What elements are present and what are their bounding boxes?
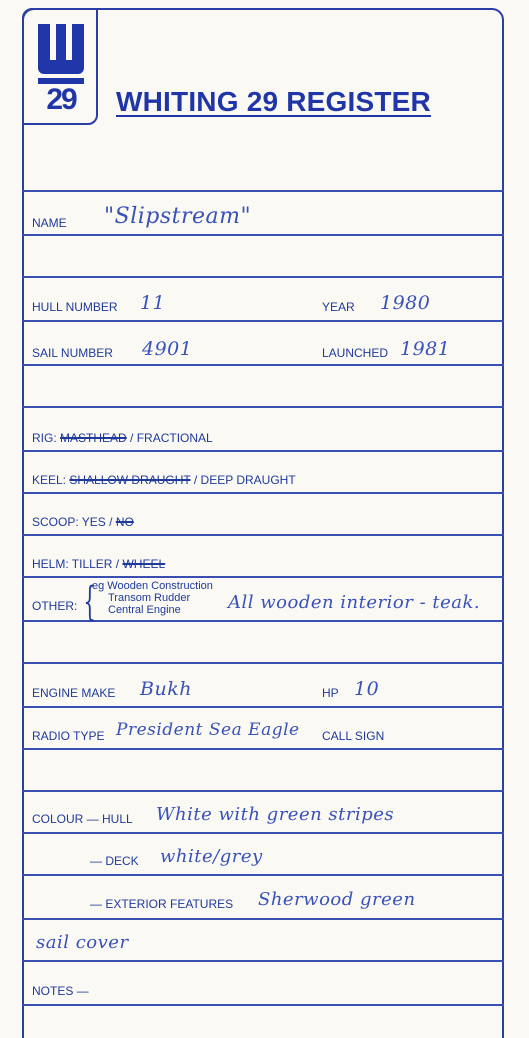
scoop-label: SCOOP: YES / [32,515,113,529]
notes-label: NOTES — [32,984,89,998]
hull-number-label: HULL NUMBER [32,300,118,314]
year-label: YEAR [322,300,355,314]
form-rule [22,534,504,536]
colour-hull-label: COLOUR — HULL [32,812,133,826]
form-rule [22,576,504,578]
rig-row [32,431,213,445]
form-rule [22,364,504,366]
keel-label: KEEL: [32,473,67,487]
other-example-item: Transom Rudder [108,592,191,604]
hp-value: 10 [354,678,380,700]
hp-label: HP [322,686,339,700]
rig-label: RIG: [32,431,57,445]
launched-value: 1981 [400,338,451,360]
form-rule [22,790,504,792]
scoop-row [32,515,134,529]
brace-glyph: { [83,579,97,625]
call-sign-label: CALL SIGN [322,729,385,743]
keel-row [32,473,296,487]
form-rule [22,832,504,834]
form-rule [22,874,504,876]
colour-deck-label: — DECK [90,854,139,868]
other-example-item: eg Wooden Construction [92,580,213,592]
form-rule [22,320,504,322]
colour-hull-value: White with green stripes [156,804,395,825]
sail-number-value: 4901 [142,338,193,360]
hull-number-value: 11 [140,292,166,314]
form-rule [22,748,504,750]
other-examples [92,580,213,616]
form-rule [22,918,504,920]
engine-make-label: ENGINE MAKE [32,686,116,700]
form-rule [22,492,504,494]
page-title: WHITING 29 REGISTER [116,86,431,117]
form-rule [22,450,504,452]
form-rule [22,662,504,664]
helm-struck-option: WHEEL [122,557,166,571]
helm-label: HELM: TILLER / [32,557,120,571]
colour-deck-value: white/grey [160,846,263,867]
other-label: OTHER: [32,599,78,613]
keel-struck-option: SHALLOW DRAUGHT [69,473,191,487]
form-rule [22,960,504,962]
keel-selected-option: / DEEP DRAUGHT [193,473,296,487]
whiting-29-logo [22,8,98,125]
scoop-struck-option: NO [115,515,134,529]
form-rule [22,1004,504,1006]
colour-exterior-label: — EXTERIOR FEATURES [90,897,234,911]
form-rule [22,706,504,708]
form-rule [22,406,504,408]
year-value: 1980 [380,292,431,314]
form-rule [22,276,504,278]
name-label: NAME [32,216,67,230]
form-rule [22,190,504,192]
radio-type-value: President Sea Eagle [116,720,300,740]
rig-struck-option: MASTHEAD [60,431,127,445]
engine-make-value: Bukh [140,678,192,700]
name-value: "Slipstream" [104,204,252,229]
helm-row [32,557,165,571]
radio-type-label: RADIO TYPE [32,729,105,743]
form-rule [22,234,504,236]
sail-number-label: SAIL NUMBER [32,346,113,360]
colour-exterior-value-continued: sail cover [36,932,129,953]
logo-number: 29 [46,83,76,116]
rig-selected-option: / FRACTIONAL [130,431,213,445]
logo-w-mark [38,24,84,74]
other-example-item: Central Engine [108,604,181,616]
other-value: All wooden interior - teak. [228,592,481,613]
colour-exterior-value: Sherwood green [258,889,416,910]
launched-label: LAUNCHED [322,346,389,360]
